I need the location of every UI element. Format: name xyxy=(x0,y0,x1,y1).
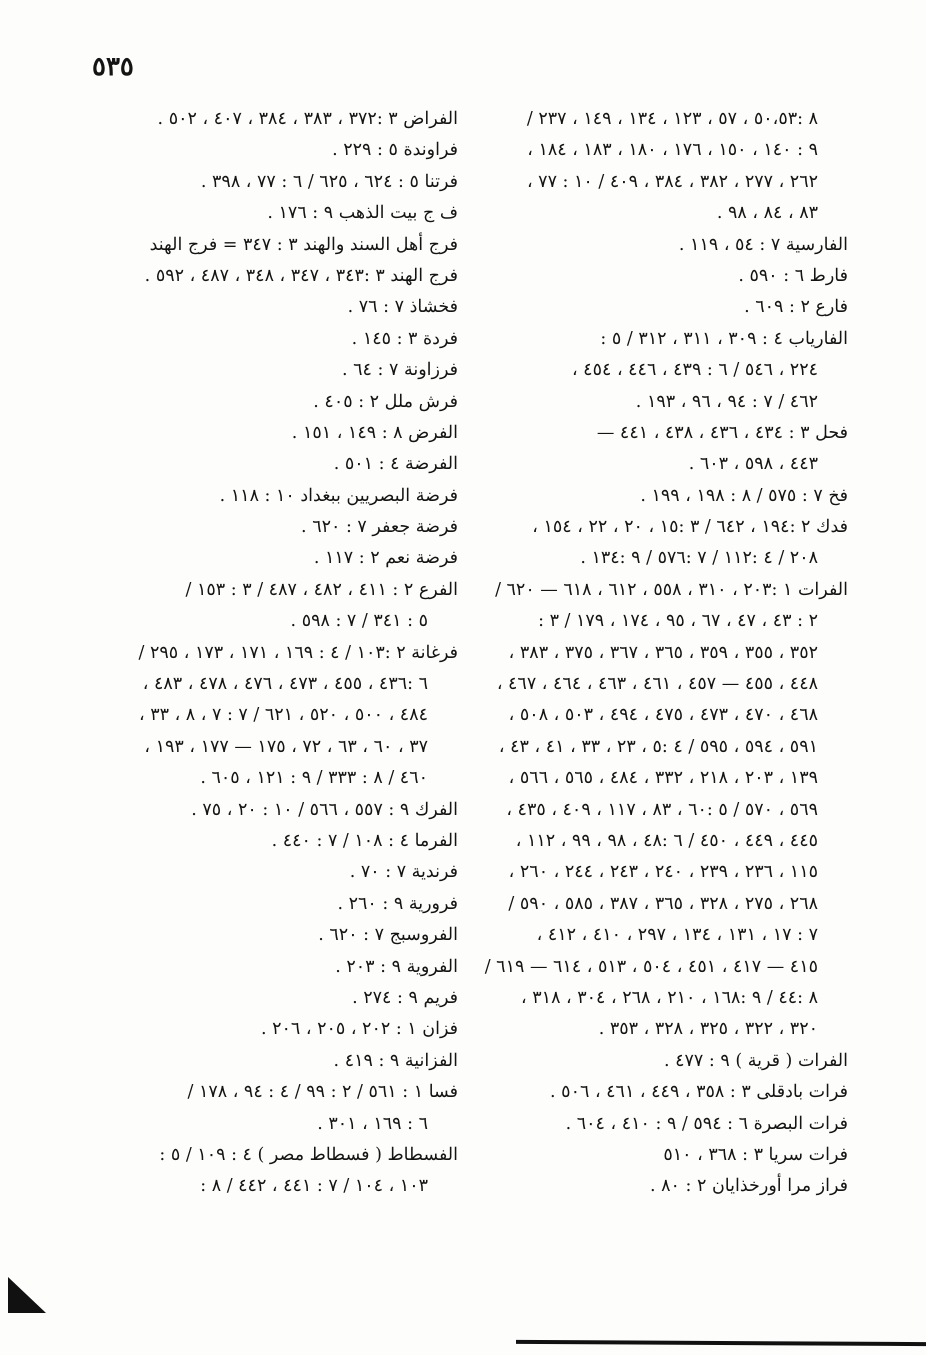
index-entry-line: ٤١٥ — ٤١٧ ، ٤٥١ ، ٥٠٤ ، ٥١٣ ، ٦١٤ — ٦١٩ / xyxy=(484,956,818,977)
index-entry-line: ٤٤٣ ، ٥٩٨ ، ٦٠٣ . xyxy=(688,454,818,475)
index-entry-line: الفارياب ٤ : ٣٠٩ ، ٣١١ ، ٣١٢ / ٥ : xyxy=(600,328,848,349)
index-entry-line: ٨٣ ، ٨٤ ، ٩٨ . xyxy=(716,203,818,224)
index-entry-line: ٧ : ١٧ ، ١٣١ ، ١٣٤ ، ٢٩٧ ، ٤١٠ ، ٤١٢ ، xyxy=(536,925,818,946)
index-entry-line: الفزانية ٩ : ٤١٩ . xyxy=(333,1050,458,1071)
index-entry-line: فرات البصرة ٦ : ٥٩٤ / ٩ : ٤١٠ ، ٦٠٤ . xyxy=(565,1113,848,1134)
index-entry-line: ٢٠٨ / ٤ :١١٢ / ٧ :٥٧٦ / ٩ :١٣٤ . xyxy=(580,548,818,569)
index-entry-line: ٥٩١ ، ٥٩٤ ، ٥٩٥ / ٤ :٥ ، ٢٣ ، ٣٣ ، ٤١ ، ٤٣ ، xyxy=(498,736,818,757)
index-entry-line: ٢ : ٤٣ ، ٤٧ ، ٦٧ ، ٩٥ ، ١٧٤ ، ١٧٩ / ٣ : xyxy=(538,611,818,632)
index-entry-line: ٨ :٥٠،٥٣ ، ٥٧ ، ١٢٣ ، ١٣٤ ، ١٤٩ ، ٢٣٧ / xyxy=(526,109,818,129)
index-entry-line: الفارسية ٧ : ٥٤ ، ١١٩ . xyxy=(678,234,848,255)
index-entry-line: ٢٦٢ ، ٢٧٧ ، ٣٨٢ ، ٣٨٤ ، ٤٠٩ / ١٠ : ٧٧ ، xyxy=(526,171,818,192)
index-entry-line: فدك ٢ :١٩٤ ، ٦٤٢ / ٣ :١٥ ، ٢٠ ، ٢٢ ، ١٥٤ ، xyxy=(532,517,848,538)
index-entry-line: الفرات ( قرية ) ٩ : ٤٧٧ . xyxy=(663,1050,848,1071)
index-entry-line: فرتنا ٥ : ٦٢٤ ، ٦٢٥ / ٦ : ٧٧ ، ٣٩٨ . xyxy=(200,171,458,192)
index-entry-line: ١٠٣ ، ١٠٤ / ٧ : ٤٤١ ، ٤٤٢ / ٨ : xyxy=(200,1176,428,1197)
index-entry-line: ٩ : ١٤٠ ، ١٥٠ ، ١٧٦ ، ١٨٠ ، ١٨٣ ، ١٨٤ ، xyxy=(527,140,818,161)
index-entry-line: الفرك ٩ : ٥٥٧ ، ٥٦٦ / ١٠ : ٢٠ ، ٧٥ . xyxy=(191,799,458,820)
index-entry-line: ٥ : ٣٤١ / ٧ : ٥٩٨ . xyxy=(290,611,428,632)
index-entry-line: الفراض ٣ :٣٧٢ ، ٣٨٣ ، ٣٨٤ ، ٤٠٧ ، ٥٠٢ . xyxy=(157,109,458,129)
index-entry-line: فرضة نعم ٢ : ١١٧ . xyxy=(313,548,458,569)
index-entry-line: فريم ٩ : ٢٧٤ . xyxy=(352,987,458,1008)
index-column-left xyxy=(72,104,458,1203)
index-entry-line: ٦ :٤٣٦ ، ٤٥٥ ، ٤٧٣ ، ٤٧٦ ، ٤٧٨ ، ٤٨٣ ، xyxy=(142,674,428,695)
index-entry-line: ف ج بيت الذهب ٩ : ١٧٦ . xyxy=(267,203,458,224)
index-entry-line: فرضة جعفر ٧ : ٦٢٠ . xyxy=(301,517,458,538)
index-entry-line: الفرات ١ :٢٠٣ ، ٣١٠ ، ٥٥٨ ، ٦١٢ ، ٦١٨ — ٦٢٠ / xyxy=(495,579,848,600)
index-entry-line: ٨ :٤٤ / ٩ :١٦٨ ، ٢١٠ ، ٢٦٨ ، ٣٠٤ ، ٣١٨ ، xyxy=(521,987,818,1008)
index-entry-line: ٣٢٠ ، ٣٢٢ ، ٣٢٥ ، ٣٢٨ ، ٣٥٣ . xyxy=(598,1019,818,1040)
index-entry-line: ٤٦٠ / ٨ : ٣٣٣ / ٩ : ١٢١ ، ٦٠٥ . xyxy=(200,768,428,789)
index-column-right xyxy=(470,104,848,1203)
index-entry-line: فرندية ٧ : ٧٠ . xyxy=(349,862,458,883)
index-entry-line: الفسطاط ( فسطاط مصر ) ٤ : ١٠٩ / ٥ : xyxy=(159,1144,458,1165)
index-entry-line: الفروية ٩ : ٢٠٣ . xyxy=(335,956,458,977)
index-entry-line: فارط ٦ : ٥٩٠ . xyxy=(738,265,848,286)
index-entry-line: فرغانة ٢ :١٠٣ / ٤ : ١٦٩ ، ١٧١ ، ١٧٣ ، ٢٩٥ / xyxy=(138,642,458,663)
index-entry-line: ٣٧ ، ٦٠ ، ٦٣ ، ٧٢ ، ١٧٥ — ١٧٧ ، ١٩٣ ، xyxy=(144,736,428,757)
index-entry-line: فزان ١ : ٢٠٢ ، ٢٠٥ ، ٢٠٦ . xyxy=(260,1019,458,1040)
index-entry-line: الفروسبج ٧ : ٦٢٠ . xyxy=(318,925,458,946)
index-entry-line: ٤٤٥ ، ٤٤٩ ، ٤٥٠ / ٦ :٤٨ ، ٩٨ ، ٩٩ ، ١١٢ ، xyxy=(515,830,818,851)
index-entry-line: فرزاونة ٧ : ٦٤ . xyxy=(342,360,458,381)
index-entry-line: ٢٢٤ ، ٥٤٦ / ٦ : ٤٣٩ ، ٤٤٦ ، ٤٥٤ ، xyxy=(571,360,818,381)
index-entry-line: ٤٦٢ / ٧ : ٩٤ ، ٩٦ ، ١٩٣ . xyxy=(635,391,818,412)
index-entry-line: فرات سريا ٣ : ٣٦٨ ، ٥١٠ xyxy=(663,1144,848,1165)
index-entry-line: ١٣٩ ، ٢٠٣ ، ٢١٨ ، ٣٣٢ ، ٤٨٤ ، ٥٦٥ ، ٥٦٦ ، xyxy=(508,768,818,789)
index-entry-line: الفرض ٨ : ١٤٩ ، ١٥١ . xyxy=(291,422,458,443)
index-entry-line: فخ ٧ : ٥٧٥ / ٨ : ١٩٨ ، ١٩٩ . xyxy=(640,485,848,506)
index-entry-line: الفرع ٢ : ٤١١ ، ٤٨٢ ، ٤٨٧ / ٣ : ١٥٣ / xyxy=(185,579,458,600)
page-number: ٥٣٥ xyxy=(92,52,134,82)
corner-triangle-mark xyxy=(8,1277,46,1313)
index-entry-line: ٤٤٨ ، ٤٥٥ — ٤٥٧ ، ٤٦١ ، ٤٦٣ ، ٤٦٤ ، ٤٦٧ ، xyxy=(496,674,818,695)
index-entry-line: ٥٦٩ ، ٥٧٠ / ٥ :٦٠ ، ٨٣ ، ١١٧ ، ٤٠٩ ، ٤٣٥ ، xyxy=(506,799,818,820)
index-entry-line: فخشاذ ٧ : ٧٦ . xyxy=(347,297,458,318)
index-entry-line: فسا ١ : ٥٦١ / ٢ : ٩٩ / ٤ : ٩٤ ، ١٧٨ / xyxy=(187,1082,458,1103)
index-entry-line: ٤٦٨ ، ٤٧٠ ، ٤٧٣ ، ٤٧٥ ، ٤٩٤ ، ٥٠٣ ، ٥٠٨ ، xyxy=(508,705,818,726)
index-entry-line: فرش ملل ٢ : ٤٠٥ . xyxy=(313,391,458,412)
index-entry-line: الفرضة ٤ : ٥٠١ . xyxy=(333,454,458,475)
index-entry-line: فراز مرا أورخذايان ٢ : ٨٠ . xyxy=(650,1176,848,1197)
index-entry-line: فرج أهل السند والهند ٣ : ٣٤٧ = فرج الهند xyxy=(149,234,458,255)
index-entry-line: ٤٨٤ ، ٥٠٠ ، ٥٢٠ ، ٦٢١ / ٧ : ٧ ، ٨ ، ٣٣ ، xyxy=(138,705,428,726)
index-entry-line: فرضة البصريين ببغداد ١٠ : ١١٨ . xyxy=(219,485,458,506)
index-entry-line: ٦ : ١٦٩ ، ٣٠١ . xyxy=(317,1113,428,1134)
index-entry-line: ١١٥ ، ٢٣٦ ، ٢٣٩ ، ٢٤٠ ، ٢٤٣ ، ٢٤٤ ، ٢٦٠ ، xyxy=(508,862,818,883)
index-entry-line: الفرما ٤ : ١٠٨ / ٧ : ٤٤٠ . xyxy=(271,830,458,851)
index-entry-line: فرات بادقلى ٣ : ٣٥٨ ، ٤٤٩ ، ٤٦١ ، ٥٠٦ . xyxy=(550,1082,848,1103)
index-entry-line: فرج الهند ٣ :٣٤٣ ، ٣٤٧ ، ٣٤٨ ، ٤٨٧ ، ٥٩٢ . xyxy=(144,265,458,286)
index-entry-line: فرورية ٩ : ٢٦٠ . xyxy=(337,893,458,914)
index-entry-line: ٣٥٢ ، ٣٥٥ ، ٣٥٩ ، ٣٦٥ ، ٣٦٧ ، ٣٧٥ ، ٣٨٣ ، xyxy=(508,642,818,663)
index-entry-line: فارع ٢ : ٦٠٩ . xyxy=(744,297,848,318)
index-entry-line: ٢٦٨ ، ٢٧٥ ، ٣٢٨ ، ٣٦٥ ، ٣٨٧ ، ٥٨٥ ، ٥٩٠ / xyxy=(508,893,818,914)
index-entry-line: فردة ٣ : ١٤٥ . xyxy=(351,328,458,349)
index-entry-line: فحل ٣ : ٤٣٤ ، ٤٣٦ ، ٤٣٨ ، ٤٤١ — xyxy=(596,422,848,443)
index-entry-line: فراوندة ٥ : ٢٢٩ . xyxy=(332,140,458,161)
bottom-rule xyxy=(516,1340,926,1346)
